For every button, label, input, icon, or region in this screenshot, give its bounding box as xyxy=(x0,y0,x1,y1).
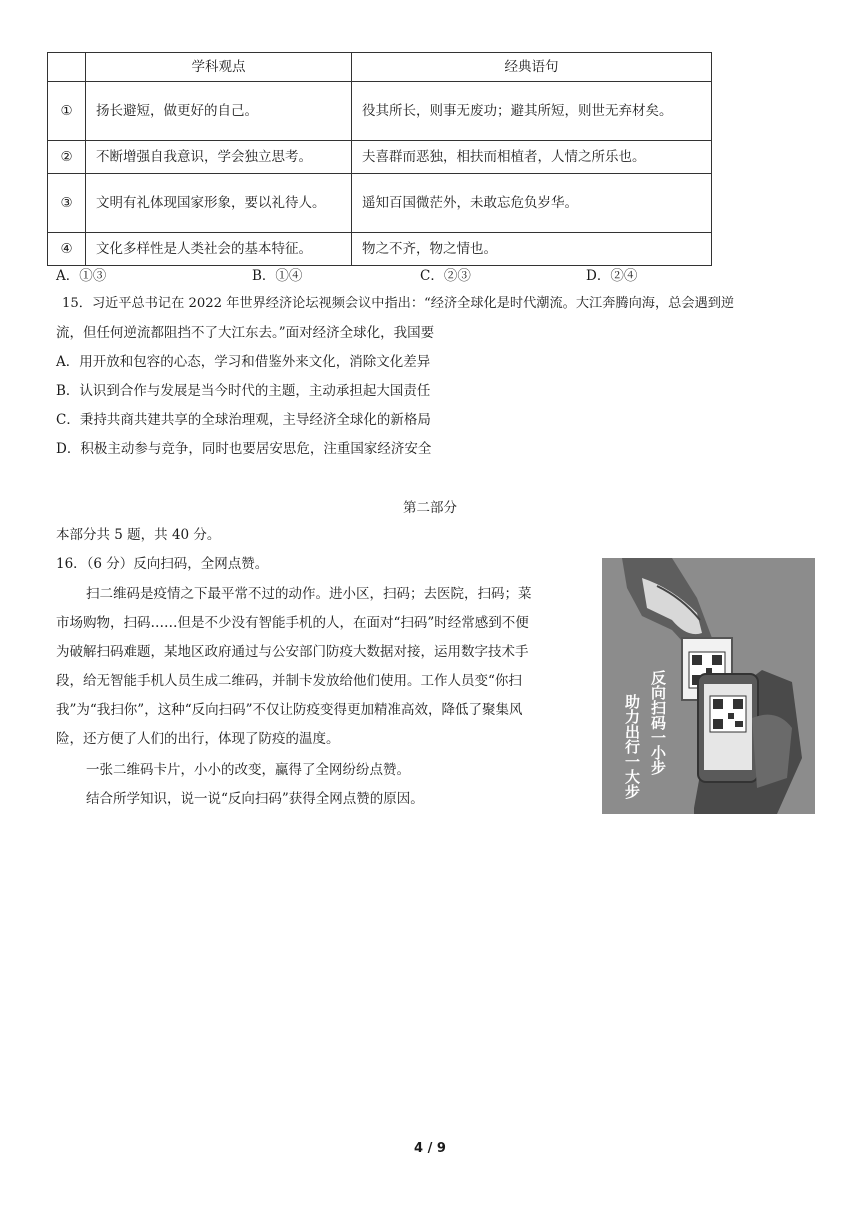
q15-option-d[interactable]: D．积极主动参与竞争，同时也要居安思危，注重国家经济安全 xyxy=(56,441,432,457)
table-header-num xyxy=(48,53,86,82)
q16-text-line: 市场购物，扫码……但是不少没有智能手机的人，在面对“扫码”时经常感到不便 xyxy=(56,615,529,631)
page-number: 4 / 9 xyxy=(414,1141,446,1156)
q15-stem-line1: 15．习近平总书记在 2022 年世界经济论坛视频会议中指出：“经济全球化是时代潮流。大江奔腾向海，总会遇到逆 xyxy=(62,296,735,311)
row-view: 扬长避短，做更好的自己。 xyxy=(86,82,352,141)
row-num: ② xyxy=(48,141,86,174)
q16-task: 结合所学知识，说一说“反向扫码”获得全网点赞的原因。 xyxy=(86,791,424,807)
q14-option-c[interactable]: C．②③ xyxy=(420,268,471,284)
q16-text-line: 扫二维码是疫情之下最平常不过的动作。进小区，扫码；去医院，扫码；菜 xyxy=(86,586,532,602)
q14-option-b[interactable]: B．①④ xyxy=(252,268,303,284)
options-table xyxy=(47,52,712,266)
q16-text-line: 为破解扫码难题，某地区政府通过与公安部门防疫大数据对接，运用数字技术手 xyxy=(56,644,529,660)
table-row xyxy=(48,141,712,174)
q15-stem-line2: 流，但任何逆流都阻挡不了大江东去。”面对经济全球化，我国要 xyxy=(56,325,435,341)
row-quote: 役其所长，则事无废功；避其所短，则世无弃材矣。 xyxy=(352,82,712,141)
row-num: ③ xyxy=(48,174,86,233)
row-view: 文化多样性是人类社会的基本特征。 xyxy=(86,233,352,266)
row-view: 不断增强自我意识，学会独立思考。 xyxy=(86,141,352,174)
row-view: 文明有礼体现国家形象，要以礼待人。 xyxy=(86,174,352,233)
part2-intro: 本部分共 5 题，共 40 分。 xyxy=(56,527,221,543)
q16-para2: 一张二维码卡片，小小的改变，赢得了全网纷纷点赞。 xyxy=(86,762,410,778)
q15-option-b[interactable]: B．认识到合作与发展是当今时代的主题，主动承担起大国责任 xyxy=(56,383,431,399)
q14-option-a[interactable]: A．①③ xyxy=(56,268,107,284)
part2-title: 第二部分 xyxy=(403,500,457,516)
row-quote: 遥知百国微茫外，未敢忘危负岁华。 xyxy=(352,174,712,233)
q14-option-d[interactable]: D．②④ xyxy=(586,268,638,284)
q16-text-line: 险，还方便了人们的出行，体现了防疫的温度。 xyxy=(56,731,340,747)
q15-option-c[interactable]: C．秉持共商共建共享的全球治理观，主导经济全球化的新格局 xyxy=(56,412,431,428)
table-header-view: 学科观点 xyxy=(86,53,352,82)
table-header-row xyxy=(48,53,712,82)
table-row xyxy=(48,174,712,233)
table-row xyxy=(48,233,712,266)
q16-heading: 16．（6 分）反向扫码，全网点赞。 xyxy=(56,556,269,572)
row-num: ④ xyxy=(48,233,86,266)
poster-slogan-left: 助力出行一大步 xyxy=(623,694,641,799)
table-header-quote: 经典语句 xyxy=(352,53,712,82)
reverse-scan-poster xyxy=(602,558,815,814)
table-row xyxy=(48,82,712,141)
q14-options xyxy=(56,264,756,284)
q15-option-a[interactable]: A．用开放和包容的心态，学习和借鉴外来文化，消除文化差异 xyxy=(56,354,431,370)
row-num: ① xyxy=(48,82,86,141)
row-quote: 夫喜群而恶独，相扶而相植者，人情之所乐也。 xyxy=(352,141,712,174)
poster-slogan-right: 反向扫码一小步 xyxy=(649,670,667,775)
q16-text-line: 段，给无智能手机人员生成二维码，并制卡发放给他们使用。工作人员变“你扫 xyxy=(56,673,522,689)
row-quote: 物之不齐，物之情也。 xyxy=(352,233,712,266)
q16-text-line: 我”为“我扫你”，这种“反向扫码”不仅让防疫变得更加精准高效，降低了聚集风 xyxy=(56,702,523,718)
